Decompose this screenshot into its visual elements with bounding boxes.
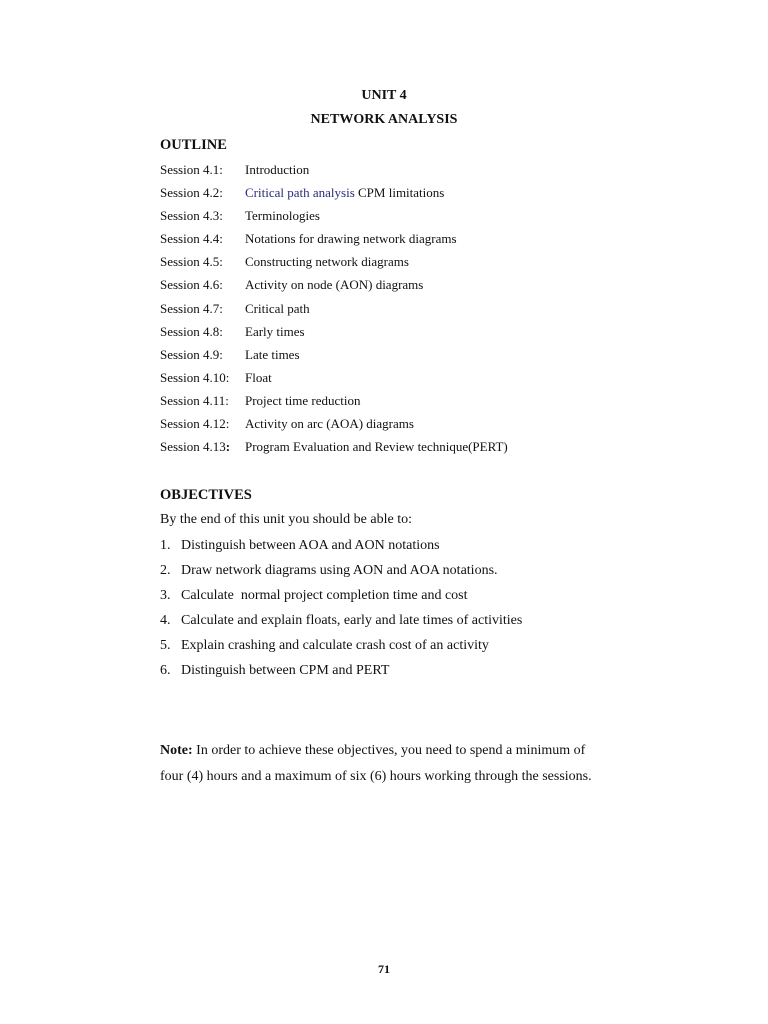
outline-item: [160, 185, 640, 208]
outline-item: [160, 231, 640, 254]
session-title: Critical path: [245, 300, 310, 316]
objective-item: [160, 613, 660, 638]
outline-item: [160, 254, 640, 277]
outline-item: [160, 162, 640, 185]
session-title: Constructing network diagrams: [245, 254, 409, 270]
outline-list: [160, 162, 640, 462]
outline-item: [160, 347, 640, 370]
session-title: Late times: [245, 346, 300, 362]
session-title: Program Evaluation and Review technique(PERT): [245, 439, 508, 455]
session-title: Introduction: [245, 162, 310, 177]
page-number: 71: [378, 962, 390, 976]
objective-text: Calculate and explain floats, early and late times of activities: [181, 613, 523, 629]
session-title: Activity on node (AON) diagrams: [245, 277, 424, 293]
objective-text: Distinguish between AOA and AON notations: [181, 538, 440, 553]
critical-path-analysis-link[interactable]: Critical path analysis: [245, 185, 355, 201]
objective-number: 6.: [160, 663, 171, 679]
outline-item: [160, 277, 640, 300]
session-title: Terminologies: [245, 208, 320, 224]
objective-text: Distinguish between CPM and PERT: [181, 663, 390, 679]
objective-number: 2.: [160, 563, 171, 579]
objective-text: Draw network diagrams using AON and AOA notations.: [181, 563, 498, 579]
objective-item: [160, 588, 660, 613]
session-title: Project time reduction: [245, 392, 361, 408]
session-label: Session 4.12:: [160, 416, 230, 432]
objectives-intro: By the end of this unit you should be able to:: [160, 512, 412, 527]
session-label-colon: :: [225, 439, 231, 455]
unit-label: UNIT 4: [361, 88, 407, 103]
outline-item: [160, 393, 640, 416]
session-label: Session 4.7:: [160, 300, 223, 316]
session-label: Session 4.6:: [160, 277, 223, 293]
objective-number: 5.: [160, 638, 171, 654]
note-paragraph: [160, 738, 610, 789]
outline-item: [160, 324, 640, 347]
session-label: Session 4.11:: [160, 392, 229, 408]
outline-item: [160, 416, 640, 439]
session-label: Session 4.4:: [160, 231, 223, 247]
session-title: Float: [245, 369, 272, 385]
outline-item: [160, 439, 640, 462]
objective-text: Calculate normal project completion time and cost: [181, 588, 468, 604]
objectives-heading: OBJECTIVES: [160, 487, 252, 503]
objective-item: [160, 638, 660, 663]
note-label: Note:: [160, 743, 193, 758]
objective-item: [160, 538, 660, 563]
session-title: Activity on arc (AOA) diagrams: [245, 416, 414, 432]
outline-item: [160, 301, 640, 324]
outline-heading: OUTLINE: [160, 137, 227, 153]
session-label: Session 4.10:: [160, 369, 230, 385]
objective-item: [160, 663, 660, 688]
session-title-rest: CPM limitations: [354, 185, 445, 201]
session-title: [245, 185, 444, 201]
session-label: Session 4.3:: [160, 208, 223, 224]
unit-title: NETWORK ANALYSIS: [310, 112, 458, 127]
session-title: Early times: [245, 323, 305, 339]
outline-item: [160, 208, 640, 231]
session-label: Session 4.9:: [160, 346, 223, 362]
note-text: In order to achieve these objectives, you need to spend a minimum of four (4) hours and a maximum of six (6) hours working through the sessions.: [160, 743, 592, 784]
session-title: Notations for drawing network diagrams: [245, 231, 457, 247]
session-label: Session 4.1:: [160, 162, 223, 177]
outline-item: [160, 370, 640, 393]
session-label: Session 4.8:: [160, 323, 223, 339]
objectives-list: [160, 538, 660, 689]
objective-item: [160, 563, 660, 588]
session-label: [160, 439, 245, 455]
session-label: Session 4.2:: [160, 185, 223, 201]
session-label: Session 4.5:: [160, 254, 223, 270]
objective-text: Explain crashing and calculate crash cost of an activity: [181, 638, 489, 654]
session-label-main: Session 4.13: [160, 439, 226, 455]
objective-number: 3.: [160, 588, 171, 604]
objective-number: 1.: [160, 538, 171, 553]
objective-number: 4.: [160, 613, 171, 629]
